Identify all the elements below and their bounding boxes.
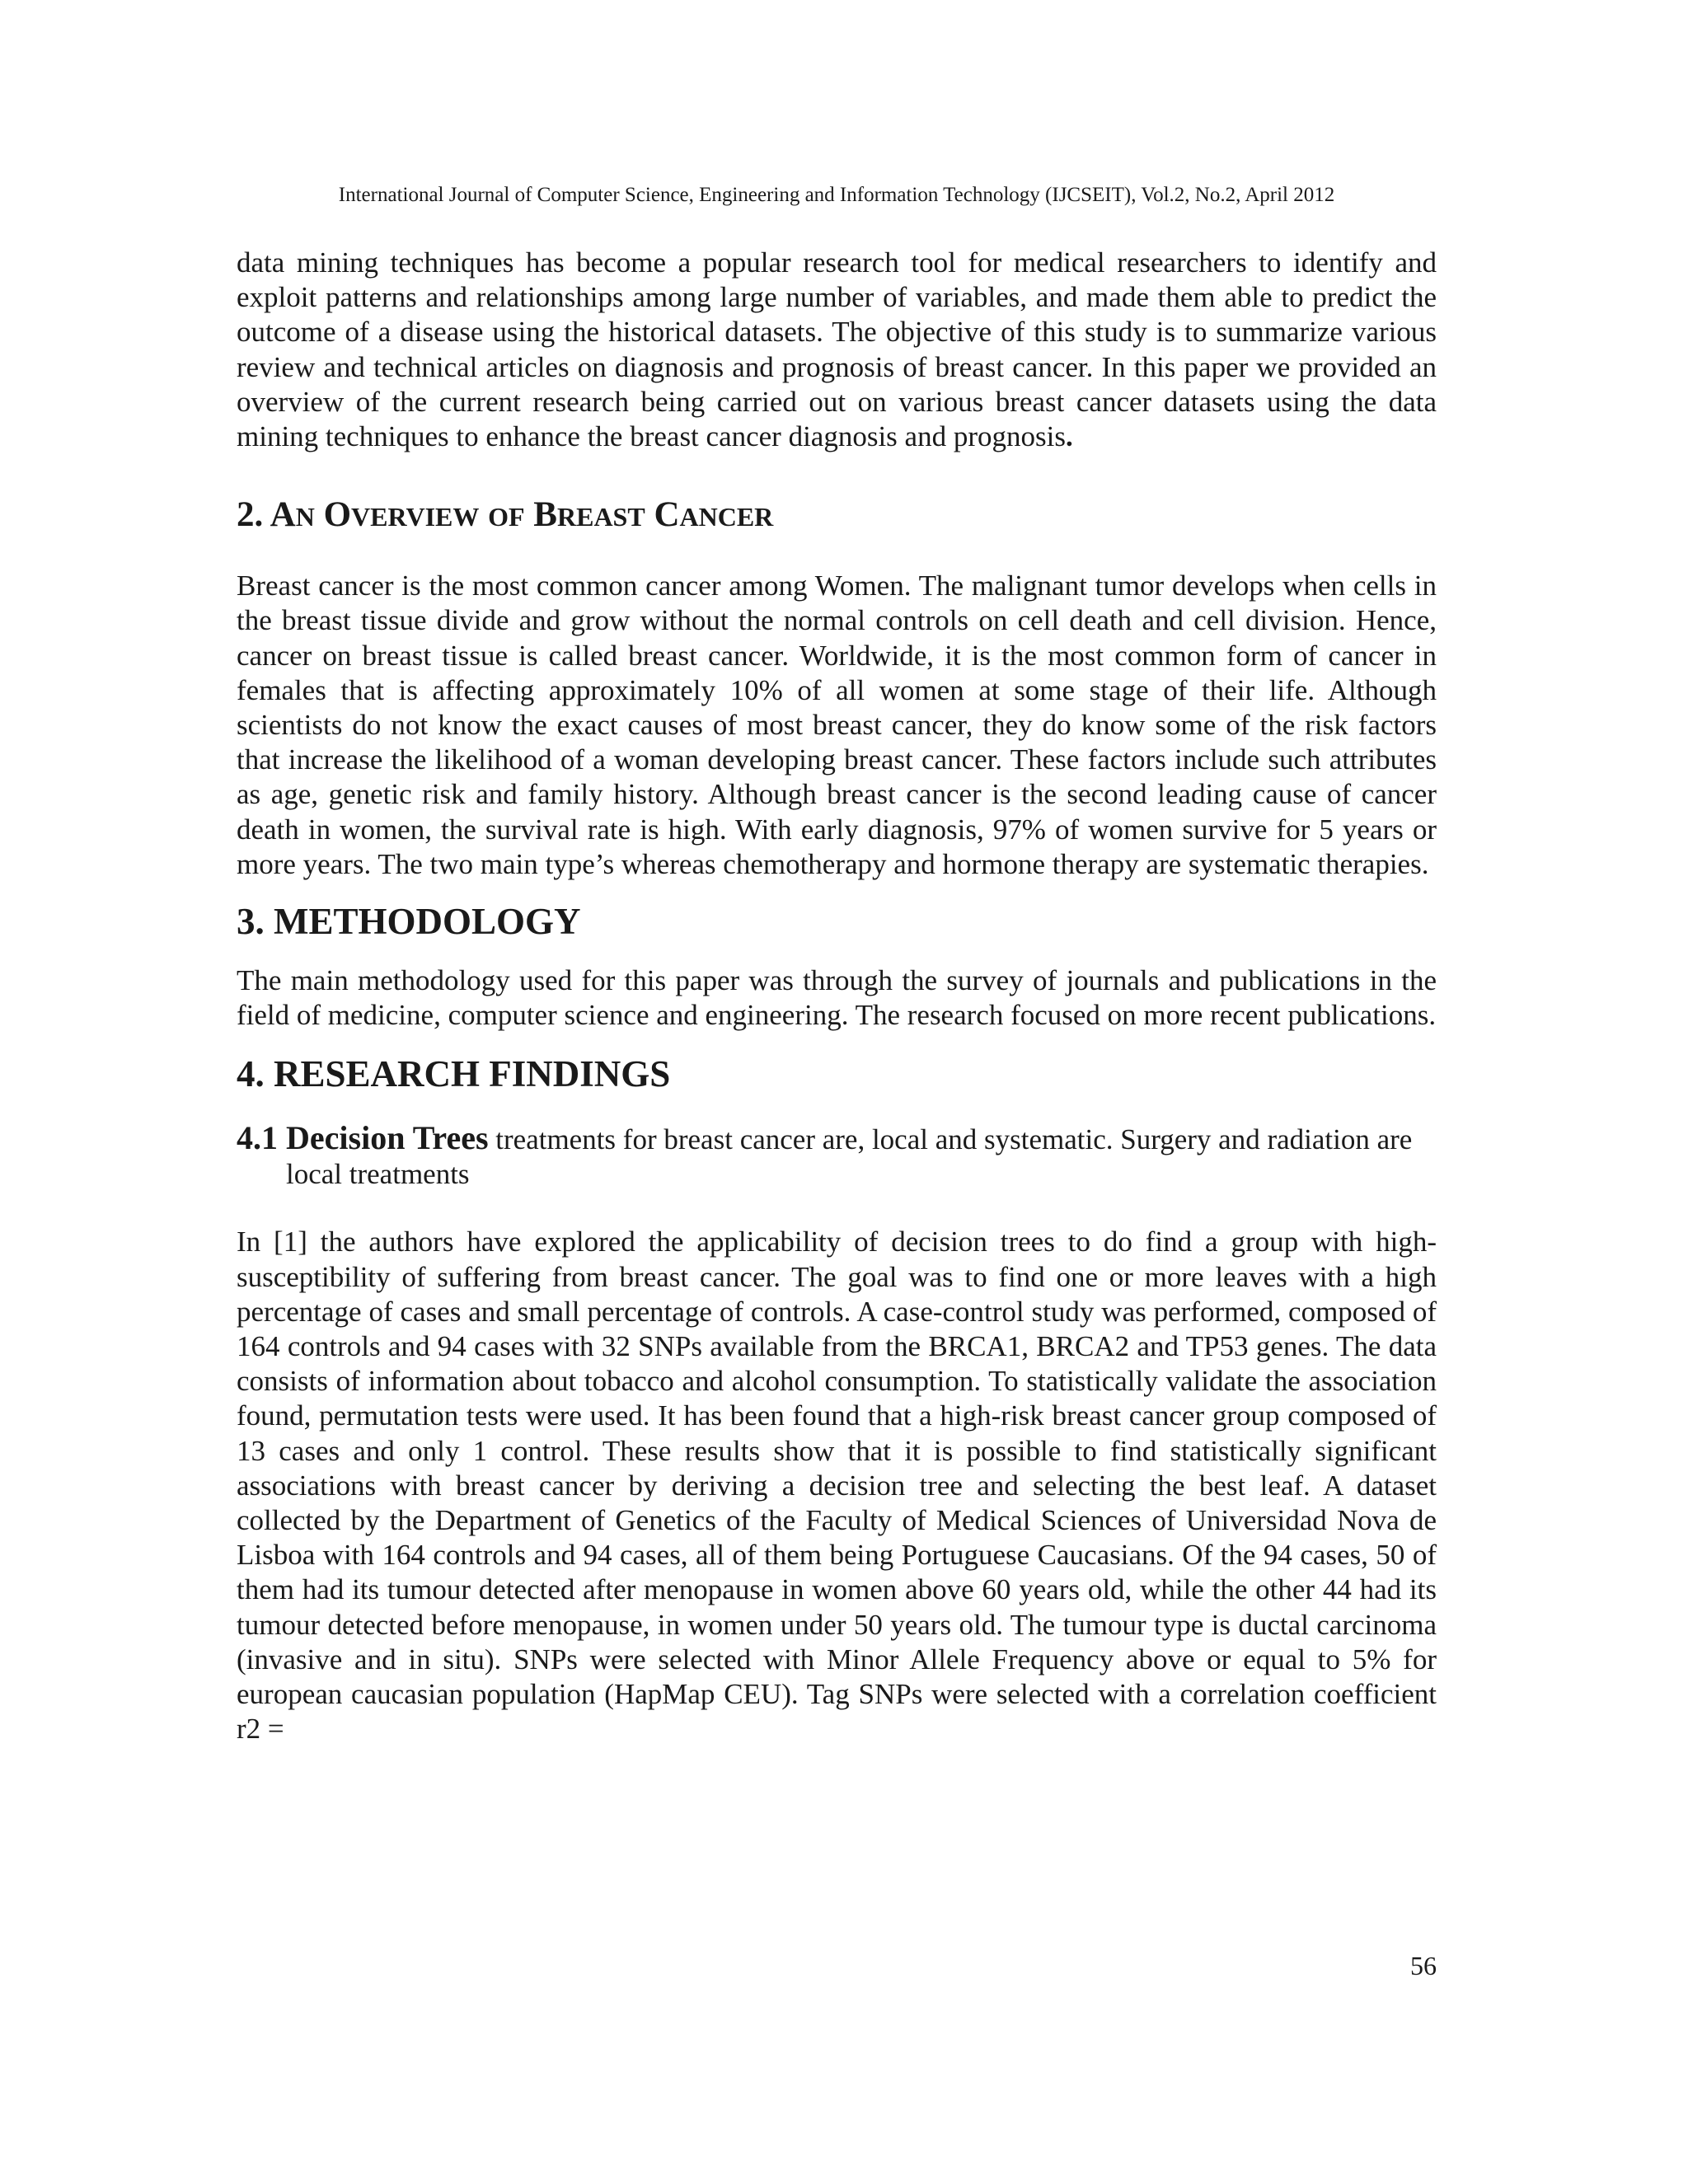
section-4-heading: 4. RESEARCH FINDINGS bbox=[237, 1053, 671, 1095]
page-content bbox=[237, 246, 1437, 1747]
subsection-4-1 bbox=[237, 1121, 1437, 1192]
intro-end-mark: . bbox=[1065, 420, 1073, 453]
page-number: 56 bbox=[1410, 1951, 1437, 1980]
section-2-paragraph: Breast cancer is the most common cancer among Women. The malignant tumor develops when cells in the breast tissue divide and grow without the normal controls on cell death and cell division. Hence, cancer on breast tissue is called breast cancer. Worldwide, it is the most common form of cancer in females that is affecting approximately 10% of all women at some stage of their life. Although scientists do not know the exact causes of most breast cancer, they do know some of the risk factors that increase the likelihood of a woman developing breast cancer. These factors include such attributes as age, genetic risk and family history. Although breast cancer is the second leading cause of cancer death in women, the survival rate is high. With early diagnosis, 97% of women survive for 5 years or more years. The two main type’s whereas chemotherapy and hormone therapy are systematic therapies. bbox=[237, 569, 1437, 880]
section-3-heading: 3. METHODOLOGY bbox=[237, 901, 581, 943]
subsection-4-1-title: 4.1 Decision Trees bbox=[237, 1119, 489, 1157]
subsection-4-1-text: treatments for breast cancer are, local and systematic. Surgery and radiation are local treatments bbox=[286, 1123, 1413, 1191]
section-2-heading: 2. AN OVERVIEW OF BREAST CANCER bbox=[237, 495, 774, 535]
running-header: International Journal of Computer Science, Engineering and Information Technology (IJCSEIT), Vol.2, No.2, April 2012 bbox=[338, 184, 1335, 206]
section-4-paragraph: In [1] the authors have explored the applicability of decision trees to do find a group with high-susceptibility of suffering from breast cancer. The goal was to find one or more leaves with a high percentage of cases and small percentage of controls. A case-control study was performed, composed of 164 controls and 94 cases with 32 SNPs available from the BRCA1, BRCA2 and TP53 genes. The data consists of information about tobacco and alcohol consumption. To statistically validate the association found, permutation tests were used. It has been found that a high-risk breast cancer group composed of 13 cases and only 1 control. These results show that it is possible to find statistically significant associations with breast cancer by deriving a decision tree and selecting the best leaf. A dataset collected by the Department of Genetics of the Faculty of Medical Sciences of Universidad Nova de Lisboa with 164 controls and 94 cases, all of them being Portuguese Caucasians. Of the 94 cases, 50 of them had its tumour detected after menopause in women above 60 years old, while the other 44 had its tumour detected before menopause, in women under 50 years old. The tumour type is ductal carcinoma (invasive and in situ). SNPs were selected with Minor Allele Frequency above or equal to 5% for european caucasian population (HapMap CEU). Tag SNPs were selected with a correlation coefficient r2 = bbox=[237, 1226, 1437, 1746]
section-3-paragraph: The main methodology used for this paper was through the survey of journals and publications in the field of medicine, computer science and engineering. The research focused on more recent publications. bbox=[237, 964, 1437, 1032]
intro-continuation-text: data mining techniques has become a popular research tool for medical researchers to identify and exploit patterns and relationships among large number of variables, and made them able to predict the outcome of a disease using the historical datasets. The objective of this study is to summarize various review and technical articles on diagnosis and prognosis of breast cancer. In this paper we provided an overview of the current research being carried out on various breast cancer datasets using the data mining techniques to enhance the breast cancer diagnosis and prognosis bbox=[237, 246, 1437, 453]
intro-continuation-paragraph bbox=[237, 246, 1437, 454]
